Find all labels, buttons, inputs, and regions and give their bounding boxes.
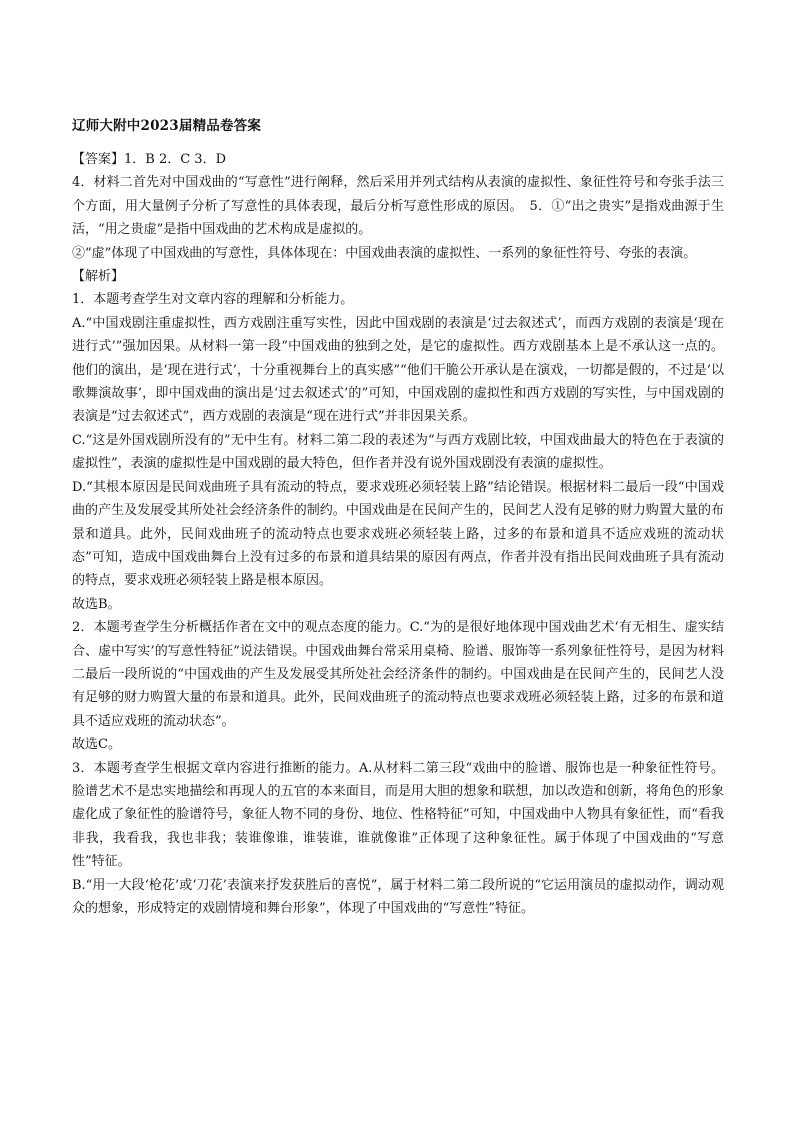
answer-q5-part2: ②“虚”体现了中国戏曲的写意性，具体体现在：中国戏曲表演的虚拟性、一系列的象征性符号、夸张的表演。: [72, 245, 697, 261]
q3-option-a: 3．本题考查学生根据文章内容进行推断的能力。A.从材料二第三段“戏曲中的脸谱、服饰也是一种象征性符号。脸谱艺术不是忠实地描绘和再现人的五官的本来面目，而是用大胆的想象和联想，加以改造和创新，将角色的形象虚化成了象征性的脸谱符号，象征人物不同的身份、地位、性格特征”可知，中国戏曲中人物具有象征性，而“看我非我，我看我，我也非我；装谁像谁，谁装谁，谁就像谁”正体现了这种象征性。属于体现了中国戏曲的“写意性”特征。: [72, 760, 724, 870]
q1-choice: 故选B。: [72, 596, 121, 612]
answer-line: 【答案】1．B 2．C 3．D: [72, 152, 227, 167]
q1-intro: 1．本题考查学生对文章内容的理解和分析能力。: [72, 292, 354, 308]
q3-option-b: B.“用一大段‘枪花’或‘刀花’表演来抒发获胜后的喜悦”，属于材料二第二段所说的“它运用演员的虚拟动作，调动观众的想象，形成特定的戏剧情境和舞台形象”，体现了中国戏曲的“写意性”特征。: [72, 877, 724, 916]
document-title: 辽师大附中2023届精品卷答案: [72, 118, 262, 134]
document-body: [72, 116, 724, 920]
q1-option-a: A.“中国戏剧注重虚拟性，西方戏剧注重写实性，因此中国戏剧的表演是‘过去叙述式’，而西方戏剧的表演是‘现在进行式’”强加因果。从材料一第一段“中国戏曲的独到之处，是它的虚拟性。西方戏剧基本上是不承认这一点的。他们的演出，是‘现在进行式’，十分重视舞台上的真实感”“他们干脆公开承认是在演戏，一切都是假的，不过是‘以歌舞演故事’，即中国戏曲的演出是‘过去叙述式’的”可知，中国戏剧的虚拟性和西方戏剧的写实性，与中国戏剧的表演是“过去叙述式”，西方戏剧的表演是“现在进行式”并非因果关系。: [72, 315, 724, 425]
q1-option-d: D.“其根本原因是民间戏曲班子具有流动的特点，要求戏班必须轻装上路”结论错误。根据材料二最后一段“中国戏曲的产生及发展受其所处社会经济条件的制约。中国戏曲是在民间产生的，民间艺人没有足够的财力购置大量的布景和道具。此外，民间戏曲班子的流动特点也要求戏班必须轻装上路，过多的布景和道具不适应戏班的流动状态”可知，造成中国戏曲舞台上没有过多的布景和道具结果的原因有两点，作者并没有指出民间戏曲班子具有流动的特点，要求戏班必须轻装上路是根本原因。: [72, 479, 724, 589]
q2-analysis: 2．本题考查学生分析概括作者在文中的观点态度的能力。C.“为的是很好地体现中国戏曲艺术‘有无相生、虚实结合、虚中写实’的写意性特征”说法错误。中国戏曲舞台常采用桌椅、脸谱、服饰等一系列象征性符号，是因为材料二最后一段所说的“中国戏曲的产生及发展受其所处社会经济条件的制约。中国戏曲是在民间产生的，民间艺人没有足够的财力购置大量的布景和道具。此外，民间戏曲班子的流动特点也要求戏班必须轻装上路，过多的布景和道具不适应戏班的流动状态”。: [72, 620, 724, 729]
analysis-heading: 【解析】: [72, 269, 125, 285]
answer-q4-q5: 4．材料二首先对中国戏曲的“写意性”进行阐释，然后采用并列式结构从表演的虚拟性、象征性符号和夸张手法三个方面，用大量例子分析了写意性的具体表现，最后分析写意性形成的原因。 5．①“出之贵实”是指戏曲源于生活，“用之贵虚”是指中国戏曲的艺术构成是虚拟的。: [72, 175, 724, 238]
q2-choice: 故选C。: [72, 737, 121, 753]
q1-option-c: C.“这是外国戏剧所没有的”无中生有。材料二第二段的表述为“与西方戏剧比较，中国戏曲最大的特色在于表演的虚拟性”，表演的虚拟性是中国戏剧的最大特色，但作者并没有说外国戏剧没有表演的虚拟性。: [72, 432, 724, 472]
